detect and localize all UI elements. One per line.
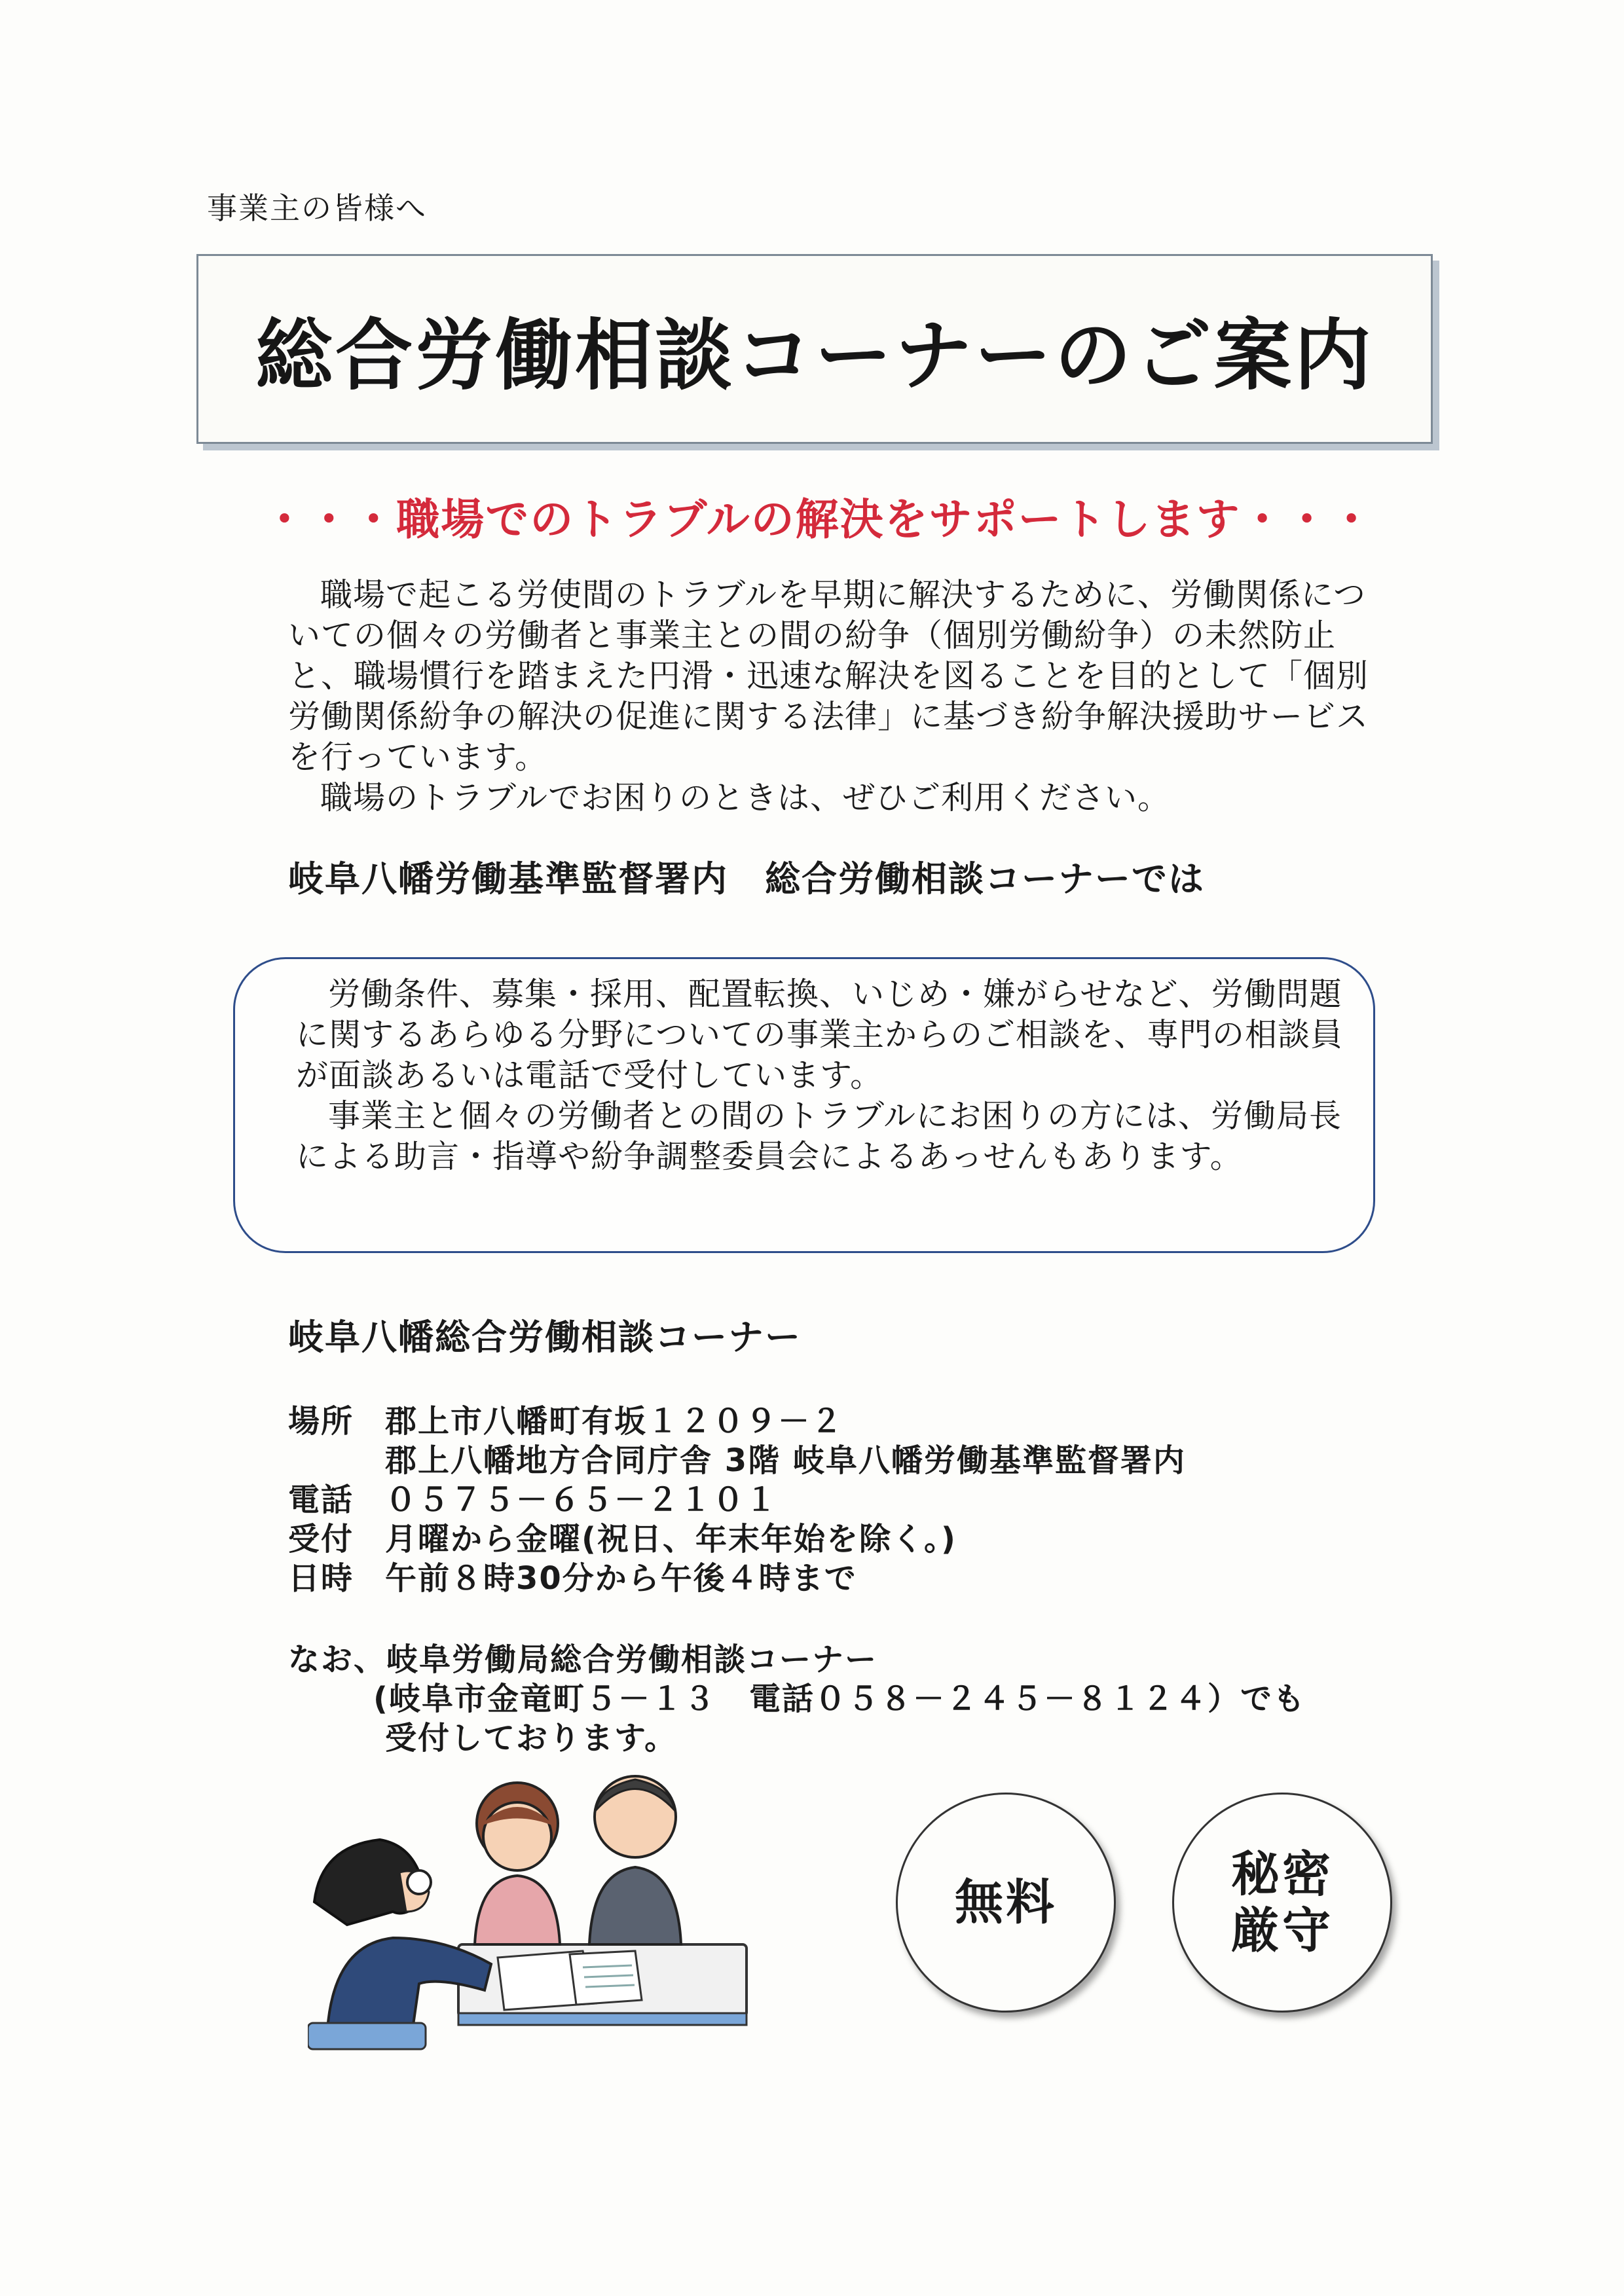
addressee-text: 事業主の皆様へ — [207, 191, 427, 226]
reception-row — [288, 1514, 957, 1559]
intro-paragraph: 職場で起こる労使間のトラブルを早期に解決するために、労働関係についての個々の労働者と事業主との間の紛争（個別労働紛争）の未然防止と、職場慣行を踏まえた円滑・迅速な解決を図ることを目的として「個別労働関係紛争の解決の促進に関する法律」に基づき紛争解決援助サービスを行っています。 — [288, 576, 1369, 776]
service-paragraph: 事業主と個々の労働者との間のトラブルにお困りの方には、労働局長による助言・指導や紛争調整委員会によるあっせんもあります。 — [296, 1097, 1342, 1175]
note-line3: 受付しております。 — [385, 1720, 678, 1757]
confidential-badge — [1172, 1793, 1392, 2013]
location-label: 場所 — [288, 1403, 354, 1440]
section-heading: 岐阜八幡労働基準監督署内 総合労働相談コーナーでは — [288, 858, 1205, 900]
note-line2: (岐阜市金竜町５－１３ 電話０５８－２４５－８１２４）でも — [373, 1681, 1306, 1717]
service-paragraph: 労働条件、募集・採用、配置転換、いじめ・嫌がらせなど、労働問題に関するあらゆる分野についての事業主からのご相談を、専門の相談員が面談あるいは電話で受付しています。 — [296, 975, 1344, 1094]
location-line1: 郡上市八幡町有坂１２０９－２ — [385, 1403, 844, 1440]
hours-row — [288, 1553, 857, 1598]
location-row — [288, 1396, 843, 1441]
reception-days: 月曜から金曜(祝日、年末年始を除く。) — [385, 1521, 957, 1558]
hours-label: 日時 — [288, 1560, 354, 1597]
page-title: 総合労働相談コーナーのご案内 — [255, 310, 1374, 401]
reception-label: 受付 — [288, 1521, 354, 1558]
hours-text: 午前８時30分から午後４時まで — [385, 1560, 857, 1597]
free-badge — [896, 1793, 1116, 2013]
service-box-text — [296, 974, 1344, 1177]
subtitle: ・・・職場でのトラブルの解決をサポートします・・・ — [263, 494, 1375, 545]
confidential-label-line2: 厳守 — [1231, 1903, 1333, 1959]
corner-name: 岐阜八幡総合労働相談コーナー — [288, 1317, 802, 1358]
phone-number: ０５７５－６５－２１０１ — [385, 1482, 779, 1518]
free-label: 無料 — [955, 1874, 1057, 1931]
location-line2: 郡上八幡地方合同庁舎 3階 岐阜八幡労働基準監督署内 — [385, 1442, 1186, 1479]
phone-label: 電話 — [288, 1482, 354, 1518]
phone-row — [288, 1474, 778, 1520]
note-line1: なお、岐阜労働局総合労働相談コーナー — [288, 1641, 878, 1678]
title-box — [196, 254, 1433, 444]
intro-section — [288, 575, 1388, 818]
intro-paragraph: 職場のトラブルでお困りのときは、ぜひご利用ください。 — [320, 779, 1171, 816]
confidential-label-line1: 秘密 — [1231, 1846, 1333, 1903]
consultation-illustration — [308, 1748, 766, 2062]
